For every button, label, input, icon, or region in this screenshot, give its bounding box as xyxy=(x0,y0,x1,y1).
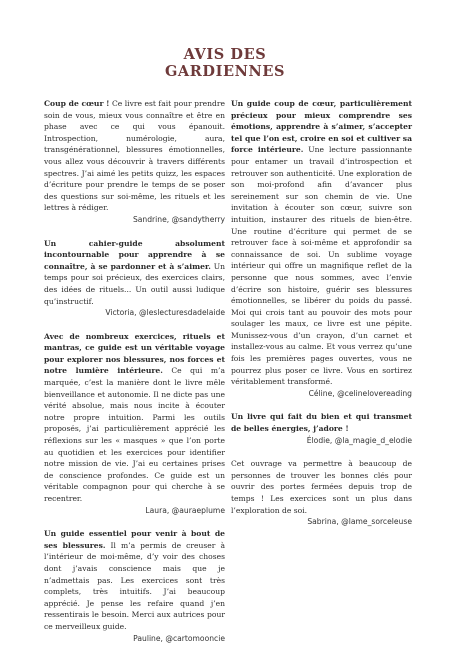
review-signature: Laura, @auraeplume xyxy=(145,505,225,515)
review-signature: Élodie, @la_magie_d_elodie xyxy=(306,435,412,445)
page-title-line-2: GARDIENNES xyxy=(164,63,286,80)
review-text xyxy=(231,458,412,516)
review-body: Une lecture passionnante pour entamer un travail d’introspection et retrouver son authenticité. Une exploration de son moi-profond afin d’avancer plus sereinement sur son chemin de vie. Une invitation à écouter son cœur, suivre son intuition, instaurer des rituels de bien-être. Une routine d’écriture qui permet de se retrouver face à soi-même et approfondir sa connaissance de soi. Un sublime voyage intérieur qui offre un magnifique reflet de la personne que nous sommes, avec l’envie d’écrire son histoire, guérir ses blessures émotionnelles, se libérer du poids du passé. Moi qui crois tant au pouvoir des mots pour soulager les maux, ce livre est une pépite. Munissez-vous d’un crayon, d’un carnet et installez-vous au calme. Et vous verrez qu’une fois les premières pages ouvertes, vous ne pourrez plus poser ce livre. Vous en sortirez véritablement transformé. xyxy=(231,145,413,387)
left-column xyxy=(44,98,225,656)
review-text xyxy=(231,98,412,388)
review-text xyxy=(44,238,225,308)
review-body: Cet ouvrage va permettre à beaucoup de personnes de trouver les bonnes clés pour ouvrir des portes fermées depuis trop de temps ! Les exercices sont un plus dans l’exploration de soi. xyxy=(231,459,412,515)
review-sandrine xyxy=(44,98,225,226)
review-signature: Pauline, @cartomooncie xyxy=(133,633,225,643)
review-signature: Sandrine, @sandytherry xyxy=(132,214,225,224)
review-text xyxy=(44,98,225,214)
review-elodie xyxy=(231,411,412,446)
review-lead: Un guide essentiel pour venir à bout de ses blessures. xyxy=(44,529,225,550)
review-signature: Sabrina, @lame_sorceleuse xyxy=(307,517,412,527)
review-body: Un temps pour soi précieux, des exercices clairs, des idées de rituels... Un outil aussi ludique qu’instructif. xyxy=(44,261,225,306)
review-celine xyxy=(231,98,412,399)
review-lead: Un guide coup de cœur, particulièrement précieux pour mieux comprendre ses émotions, apprendre à s’aimer, s’accepter tel que l’on est, croire en soi et cultiver sa force intérieure. xyxy=(231,99,412,155)
right-column xyxy=(231,98,412,540)
review-lead: Avec de nombreux exercices, rituels et mantras, ce guide est un véritable voyage pour explorer nos blessures, nos forces et notre lumière intérieure. xyxy=(44,331,225,376)
review-body: Il m’a permis de creuser à l’intérieur de moi-même, d’y voir des choses dont j’avais conscience mais que je n’admettais pas. Les exercices sont très complets, très intuitifs. J’ai beaucoup apprécié. Je pense les refaire quand j’en ressentirais le besoin. Merci aux autrices pour ce merveilleux guide. xyxy=(44,540,225,631)
review-text xyxy=(44,528,225,632)
page-title xyxy=(0,46,450,80)
review-lead: Un livre qui fait du bien et qui transmet de belles énergies, j’adore ! xyxy=(231,412,412,434)
review-victoria xyxy=(44,238,225,319)
review-lead: Un cahier-guide absolument incontournable pour apprendre à se connaître, à se pardonner et à s’aimer. xyxy=(44,238,225,271)
review-text xyxy=(231,411,412,434)
review-sabrina xyxy=(231,458,412,528)
review-body: Ce livre est fait pour prendre soin de vous, mieux vous connaître et être en phase avec ce qui vous épanouit. Introspection, numérologie, aura, transgénérationnel, blessures émotionnelles, vous allez vous découvrir à travers différents spectres. J’ai aimé les petits quizz, les espaces d’écriture pour prendre le temps de se poser des questions sur soi-même, les rituels et les lettres à rédiger. xyxy=(44,99,225,213)
review-signature: Victoria, @leslecturesdadelaide xyxy=(105,308,225,318)
review-signature: Céline, @celinelovereading xyxy=(308,388,412,398)
review-laura xyxy=(44,331,225,517)
review-text xyxy=(44,331,225,505)
page-title-line-1: AVIS DES xyxy=(183,46,267,63)
review-pauline xyxy=(44,528,225,644)
review-lead: Coup de cœur ! xyxy=(44,99,110,108)
review-body: Ce qui m’a marquée, c’est la manière dont le livre mêle bienveillance et autonomie. Il ne dicte pas une vérité absolue, mais nous incite à écouter notre propre intuition. Parmi les outils proposés, j’ai particulièrement apprécié les réflexions sur les « masques » que l’on porte au quotidien et les exercices pour identifier notre mission de vie. J’ai eu certaines prises de conscience profondes. Ce guide est un véritable compagnon pour qui cherche à se recentrer. xyxy=(44,366,225,503)
